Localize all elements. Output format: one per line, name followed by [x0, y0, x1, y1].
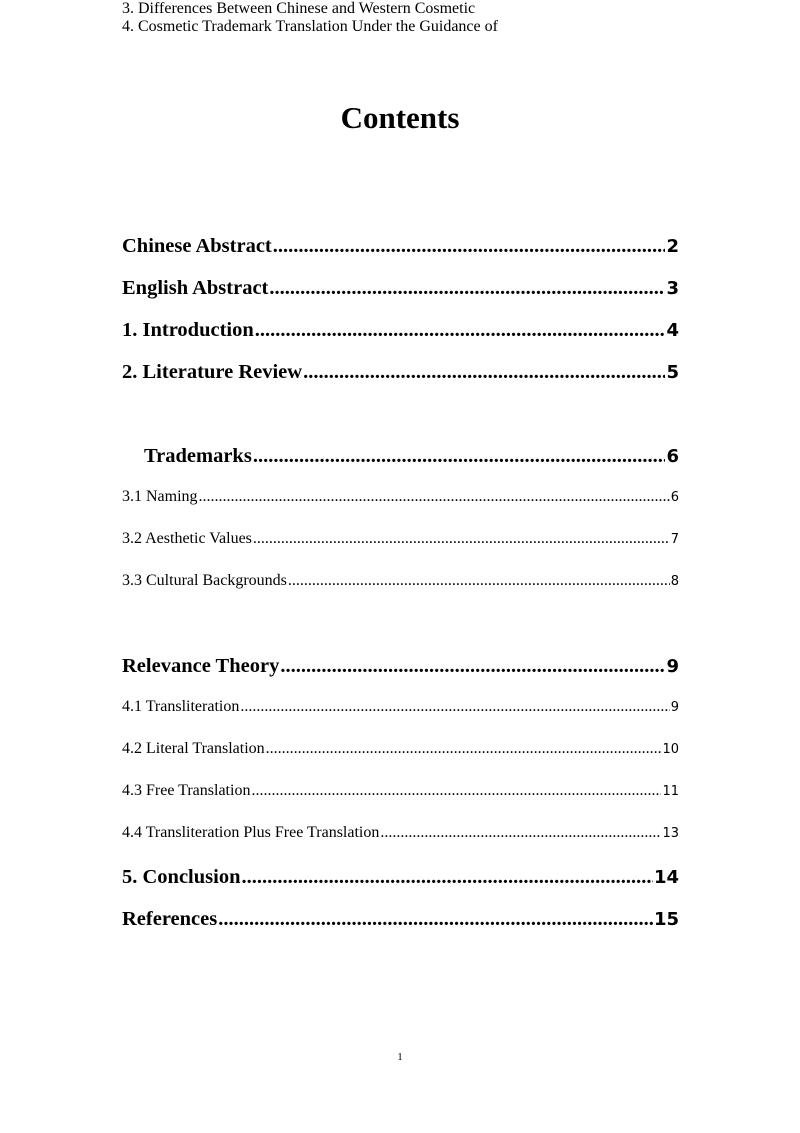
dot-leader [199, 486, 670, 508]
toc-entry-label: English Abstract [122, 277, 269, 299]
toc-entry-english-abstract[interactable] [122, 273, 679, 303]
toc-entry-label: Trademarks [144, 445, 252, 467]
dot-leader [255, 315, 666, 345]
dot-leader [266, 738, 662, 760]
dot-leader [273, 231, 666, 261]
toc-entry-literature-review[interactable] [122, 357, 679, 387]
dot-leader [253, 441, 666, 471]
toc-entry-chinese-abstract[interactable] [122, 231, 679, 261]
dot-leader [269, 273, 665, 303]
toc-entry-label: 4.4 Transliteration Plus Free Translation [122, 824, 380, 841]
toc-entry-conclusion[interactable] [122, 862, 679, 892]
dot-leader [303, 357, 665, 387]
toc-entry-page: 6 [670, 490, 679, 505]
toc-entry-label: Relevance Theory [122, 655, 280, 677]
toc-entry-label: References [122, 908, 218, 930]
toc-entry-page: 9 [670, 700, 679, 715]
dot-leader [241, 862, 652, 892]
page-title: Contents [340, 100, 460, 135]
toc-entry-label: 3.3 Cultural Backgrounds [122, 572, 287, 589]
dot-leader [380, 822, 661, 844]
toc-entry-page: 2 [666, 236, 679, 257]
toc-entry-page: 10 [662, 742, 679, 757]
dot-leader [288, 570, 670, 592]
toc-entry-label: 3.1 Naming [122, 488, 198, 505]
toc-entry-page: 7 [670, 532, 679, 547]
toc-entry-references[interactable] [122, 904, 679, 934]
toc-entry-naming[interactable] [122, 486, 679, 508]
page-number: 1 [397, 1051, 403, 1063]
toc-entry-aesthetic-values[interactable] [122, 528, 679, 550]
toc-entry-differences-line1[interactable]: 3. Differences Between Chinese and Western Cosmetic [122, 0, 476, 17]
toc-entry-page: 8 [670, 574, 679, 589]
toc-entry-label: 3.2 Aesthetic Values [122, 530, 252, 547]
toc-entry-label: Chinese Abstract [122, 235, 272, 257]
dot-leader [240, 696, 669, 718]
toc-entry-transliteration-plus-free[interactable] [122, 822, 679, 844]
toc-entry-page: 13 [662, 826, 679, 841]
toc-entry-introduction[interactable] [122, 315, 679, 345]
toc-entry-label: 2. Literature Review [122, 361, 303, 383]
toc-entry-label: 1. Introduction [122, 319, 254, 341]
toc-entry-translation-line1[interactable]: 4. Cosmetic Trademark Translation Under the Guidance of [122, 18, 498, 35]
toc-entry-page: 15 [653, 909, 679, 930]
toc-entry-free-translation[interactable] [122, 780, 679, 802]
dot-leader [280, 651, 665, 681]
toc-entry-page: 11 [662, 784, 679, 799]
toc-entry-page: 14 [653, 867, 679, 888]
toc-entry-label: 5. Conclusion [122, 866, 241, 888]
toc-entry-label: 4.2 Literal Translation [122, 740, 265, 757]
toc-entry-page: 5 [666, 362, 679, 383]
toc-entry-page: 9 [666, 656, 679, 677]
toc-entry-label: 4.1 Transliteration [122, 698, 240, 715]
toc-entry-page: 4 [666, 320, 679, 341]
dot-leader [253, 528, 670, 550]
toc-entry-translation[interactable] [122, 651, 679, 681]
toc-entry-transliteration[interactable] [122, 696, 679, 718]
toc-entry-page: 6 [666, 446, 679, 467]
toc-entry-label: 4.3 Free Translation [122, 782, 251, 799]
dot-leader [251, 780, 661, 802]
toc-entry-cultural-backgrounds[interactable] [122, 570, 679, 592]
toc-entry-differences[interactable] [144, 441, 679, 471]
toc-entry-page: 3 [666, 278, 679, 299]
table-of-contents [122, 0, 679, 1133]
toc-entry-literal-translation[interactable] [122, 738, 679, 760]
dot-leader [218, 904, 653, 934]
